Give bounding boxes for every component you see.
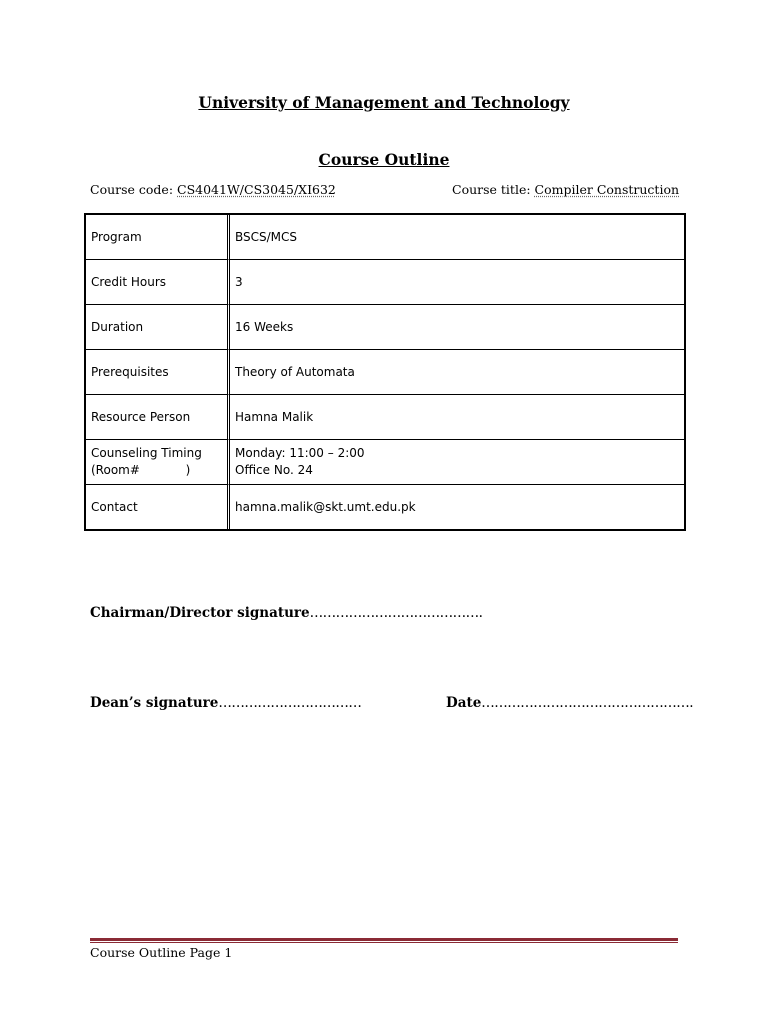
table-label-cell bbox=[86, 350, 230, 395]
dean-signature-label: Dean’s signature bbox=[90, 695, 219, 711]
table-label-room: (Room# ) bbox=[91, 463, 191, 477]
table-value-cell bbox=[230, 440, 684, 485]
table-row-credit-hours bbox=[86, 260, 684, 305]
table-value: Hamna Malik bbox=[235, 409, 314, 424]
table-value-cell bbox=[230, 350, 684, 395]
course-code-value: CS4041W/CS3045/XI632 bbox=[177, 182, 336, 197]
table-value-cell bbox=[230, 305, 684, 350]
table-label-cell bbox=[86, 395, 230, 440]
table-value: Theory of Automata bbox=[235, 364, 355, 379]
table-label: Resource Person bbox=[91, 409, 191, 424]
table-row-counseling-timing bbox=[86, 440, 684, 485]
table-value-cell bbox=[230, 395, 684, 440]
table-label: Contact bbox=[91, 499, 138, 514]
table-value: 3 bbox=[235, 274, 243, 289]
chairman-signature-label: Chairman/Director signature bbox=[90, 605, 310, 621]
table-label-cell bbox=[86, 485, 230, 529]
table-label: Program bbox=[91, 229, 142, 244]
table-label: Duration bbox=[91, 319, 144, 334]
table-value-cell bbox=[230, 215, 684, 260]
table-label-cell bbox=[86, 260, 230, 305]
table-label: Prerequisites bbox=[91, 364, 169, 379]
table-value-cell bbox=[230, 485, 684, 529]
table-label: Credit Hours bbox=[91, 274, 167, 289]
course-title-label: Course title: bbox=[452, 182, 535, 197]
course-code-label: Course code: bbox=[90, 182, 178, 197]
table-label-cell bbox=[86, 305, 230, 350]
contact-email: hamna.malik@skt.umt.edu.pk bbox=[235, 499, 416, 514]
table-value: BSCS/MCS bbox=[235, 229, 298, 244]
course-code-line bbox=[90, 182, 336, 197]
chairman-signature-dots: …………………………………. bbox=[309, 605, 483, 621]
table-value-cell bbox=[230, 260, 684, 305]
document-title: Course Outline bbox=[318, 150, 450, 169]
table-row-resource-person bbox=[86, 395, 684, 440]
footer-rule-thin bbox=[90, 942, 678, 943]
table-row-prerequisites bbox=[86, 350, 684, 395]
table-row-contact bbox=[86, 485, 684, 529]
date-label: Date bbox=[446, 695, 482, 711]
chairman-signature-line bbox=[90, 605, 482, 621]
table-value-office: Office No. 24 bbox=[235, 463, 313, 477]
footer-page-label: Course Outline Page 1 bbox=[90, 945, 233, 960]
table-label-cell bbox=[86, 440, 230, 485]
table-label: Counseling Timing bbox=[91, 446, 202, 460]
table-label-cell bbox=[86, 215, 230, 260]
table-row-duration bbox=[86, 305, 684, 350]
table-value: Monday: 11:00 – 2:00 bbox=[235, 446, 365, 460]
university-title: University of Management and Technology bbox=[198, 93, 570, 112]
course-title-line bbox=[452, 182, 679, 197]
date-line bbox=[446, 695, 693, 711]
dean-signature-dots: …………………………… bbox=[218, 695, 362, 711]
table-row-program bbox=[86, 215, 684, 260]
course-title-value: Compiler Construction bbox=[534, 182, 680, 197]
dean-signature-line bbox=[90, 695, 361, 711]
date-dots: …………………………………………. bbox=[481, 695, 694, 711]
course-info-table bbox=[84, 213, 686, 531]
table-value: 16 Weeks bbox=[235, 319, 294, 334]
footer-rule bbox=[90, 938, 678, 941]
